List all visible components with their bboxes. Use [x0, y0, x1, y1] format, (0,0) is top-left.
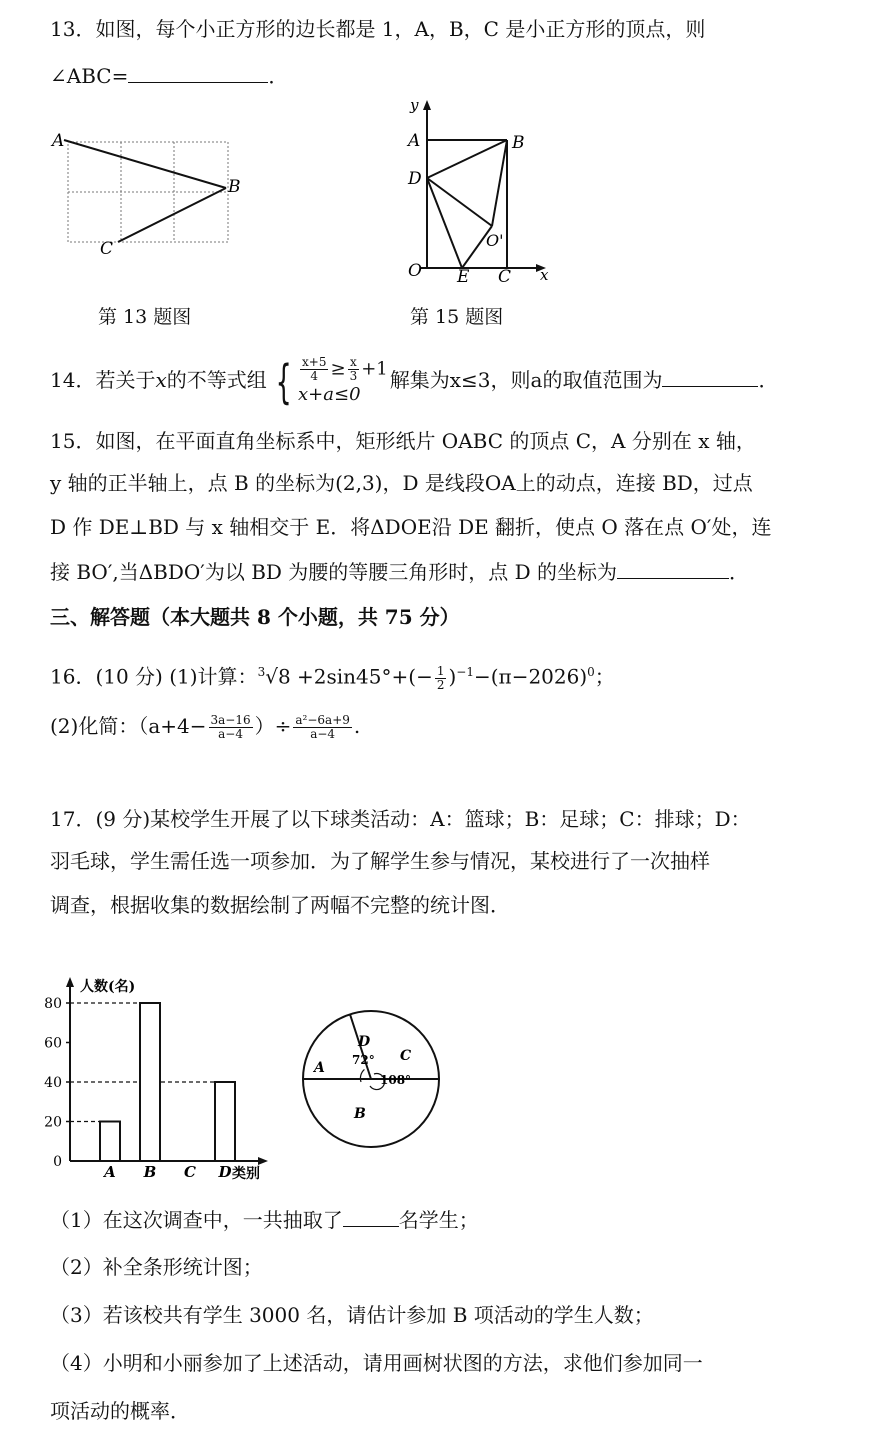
q16-part2-prefix: (2)化简：（a+4− — [50, 714, 207, 738]
fig13-diagram — [50, 124, 260, 264]
q14-end: ． — [758, 368, 779, 392]
q16-half: $\frac{1}{2}$ — [436, 663, 445, 692]
q17-sub3: （3）若该校共有学生 3000 名，请估计参加 B 项活动的学生人数； — [50, 1303, 654, 1327]
fig15-diagram — [400, 96, 560, 286]
q16-frac1: $\frac{3a-16}{a-4}$ — [210, 713, 251, 741]
bar-b — [140, 1003, 160, 1161]
q15-line3: D 作 DE⊥BD 与 x 轴相交于 E．将ΔDOE沿 DE 翻折，使点 O 落在点 O′处，连 — [50, 515, 772, 539]
fig13-label-a: A — [52, 131, 65, 151]
bar-y-tick-label: 60 — [44, 1035, 62, 1052]
q16-part2-mid: ）÷ — [254, 714, 292, 738]
fig13-label-b: B — [228, 177, 241, 197]
q15-line1: 15．如图，在平面直角坐标系中，矩形纸片 OABC 的顶点 C，A 分别在 x 轴， — [50, 429, 756, 453]
fig15-label-o: O — [408, 261, 422, 281]
q14-answer-blank[interactable] — [662, 366, 758, 387]
q17-sub4-line2: 项活动的概率． — [50, 1399, 190, 1423]
q16-part1-mid: +2sin45°+(− — [290, 664, 433, 689]
fig15-seg-bo1 — [492, 140, 507, 226]
q16-part2: (2)化简：（a+4− $\frac{3a-16}{a-4}$ ）÷ $\frac{\text{a²−6a+9}}{a-4}$ . — [50, 713, 361, 741]
bar-y-tick-label: 0 — [53, 1154, 62, 1170]
pie-annotation-72: 72° — [352, 1053, 375, 1067]
q17-line1: 17．(9 分)某校学生开展了以下球类活动：A：篮球；B：足球；C：排球；D： — [50, 807, 751, 831]
q16-part1-prefix: 16．(10 分) (1)计算： — [50, 664, 258, 689]
bar-a — [100, 1122, 120, 1162]
q16-part1-tail: −(π−2026) — [473, 664, 588, 689]
q17-sub1-prefix: （1）在这次调查中，一共抽取了 — [50, 1208, 343, 1232]
q17-sub1 — [50, 1206, 479, 1233]
bar-chart — [40, 975, 290, 1185]
fig13-segment-ab — [64, 140, 226, 188]
fig15-label-b: B — [512, 133, 525, 153]
bar-d — [215, 1082, 235, 1161]
q17-line3: 调查，根据收集的数据绘制了两幅不完整的统计图． — [50, 893, 510, 917]
bar-x-label: 类别 — [232, 1166, 260, 1182]
fig15-label-c: C — [498, 267, 512, 286]
q13-answer-blank[interactable] — [128, 62, 268, 83]
fig15-label-o1: O' — [486, 231, 504, 250]
q16-exp-neg1: −1 — [456, 665, 474, 679]
bar-y-tick-label: 40 — [44, 1075, 62, 1091]
q14-ineq1: $\frac{x+5}{4}$ ≥ $\frac{x}{3}$ +1 — [302, 355, 388, 383]
bar-cat-label: A — [104, 1163, 116, 1181]
pie-annotation-108: 108° — [380, 1073, 412, 1087]
fig15-caption: 第 15 题图 — [410, 306, 504, 328]
q15-line4-text: 接 BO′,当ΔBDO′为以 BD 为腰的等腰三角形时，点 D 的坐标为 — [50, 560, 618, 584]
fig15-label-d: D — [408, 169, 422, 189]
pie-label-c: C — [400, 1048, 412, 1064]
fig15-label-x: x — [540, 266, 549, 284]
bar-y-tick-label: 20 — [44, 1114, 62, 1131]
q14-ineq2: x+a≤0 — [298, 384, 361, 405]
q14-system — [269, 356, 388, 407]
q14-line — [50, 350, 778, 410]
q14-var-x: x — [155, 368, 167, 392]
bar-y-label: 人数(名) — [80, 979, 136, 995]
bar-cat-label: D — [218, 1163, 232, 1181]
q17-sub2: （2）补全条形统计图； — [50, 1255, 263, 1279]
q13-line2 — [50, 62, 288, 89]
bar-y-tick-label: 80 — [44, 996, 62, 1012]
fig15-label-e: E — [457, 267, 470, 286]
bar-cat-label: C — [184, 1163, 196, 1181]
bar-cat-label: B — [143, 1163, 157, 1181]
fig15-label-y: y — [410, 96, 419, 114]
fig13-caption: 第 13 题图 — [98, 306, 192, 328]
q14-mid: 的不等式组 — [166, 368, 267, 392]
q16-exp-zero: 0 — [587, 665, 595, 679]
pie-chart — [296, 1004, 446, 1154]
q14-brace: { — [275, 354, 292, 409]
q13-end: ． — [268, 64, 289, 88]
q16-root: √8 — [265, 664, 291, 689]
q15-line2: y 轴的正半轴上，点 B 的坐标为(2,3)，D 是线段OA上的动点，连接 BD，过点 — [50, 471, 753, 495]
bar-x-arrow — [258, 1157, 268, 1165]
pie-label-a: A — [314, 1060, 325, 1076]
pie-label-d: D — [358, 1034, 371, 1050]
q17-sub1-suffix: 名学生； — [398, 1208, 479, 1232]
q16-root-index: 3 — [257, 665, 266, 679]
fig13-label-c: C — [100, 239, 114, 259]
bar-y-arrow — [66, 977, 74, 987]
q17-line2: 羽毛球，学生需任选一项参加．为了解学生参与情况，某校进行了一次抽样 — [50, 849, 710, 873]
fig13-segment-cb — [118, 188, 226, 242]
q13-line1: 13．如图，每个小正方形的边长都是 1，A，B，C 是小正方形的顶点，则 — [50, 17, 706, 41]
fig15-seg-db — [427, 140, 507, 178]
q16-frac2: $\frac{\text{a²−6a+9}}{a-4}$ — [295, 713, 350, 741]
q17-sub4-line1: （4）小明和小丽参加了上述活动，请用画树状图的方法，求他们参加同一 — [50, 1351, 703, 1375]
q15-line4 — [50, 558, 749, 585]
q14-prefix: 14．若关于 — [50, 368, 156, 392]
q16-part1: 16．(10 分) (1)计算：$^3$√8 +2sin45°+(− $\frac{1}{2}$ )$^{-1}-(\pi-2026)^0$； — [50, 663, 615, 692]
q17-sub1-blank[interactable] — [343, 1206, 399, 1227]
q15-answer-blank[interactable] — [617, 558, 729, 579]
q14-suffix: 解集为x≤3，则a的取值范围为 — [389, 368, 663, 392]
pie-label-b: B — [354, 1106, 366, 1122]
section3-heading: 三、解答题（本大题共 8 个小题，共 75 分） — [50, 605, 460, 629]
fig15-y-arrow — [423, 100, 431, 110]
fig15-label-a: A — [408, 131, 421, 151]
q15-end: ． — [729, 560, 750, 584]
q13-angle-label: ∠ABC= — [50, 64, 129, 88]
